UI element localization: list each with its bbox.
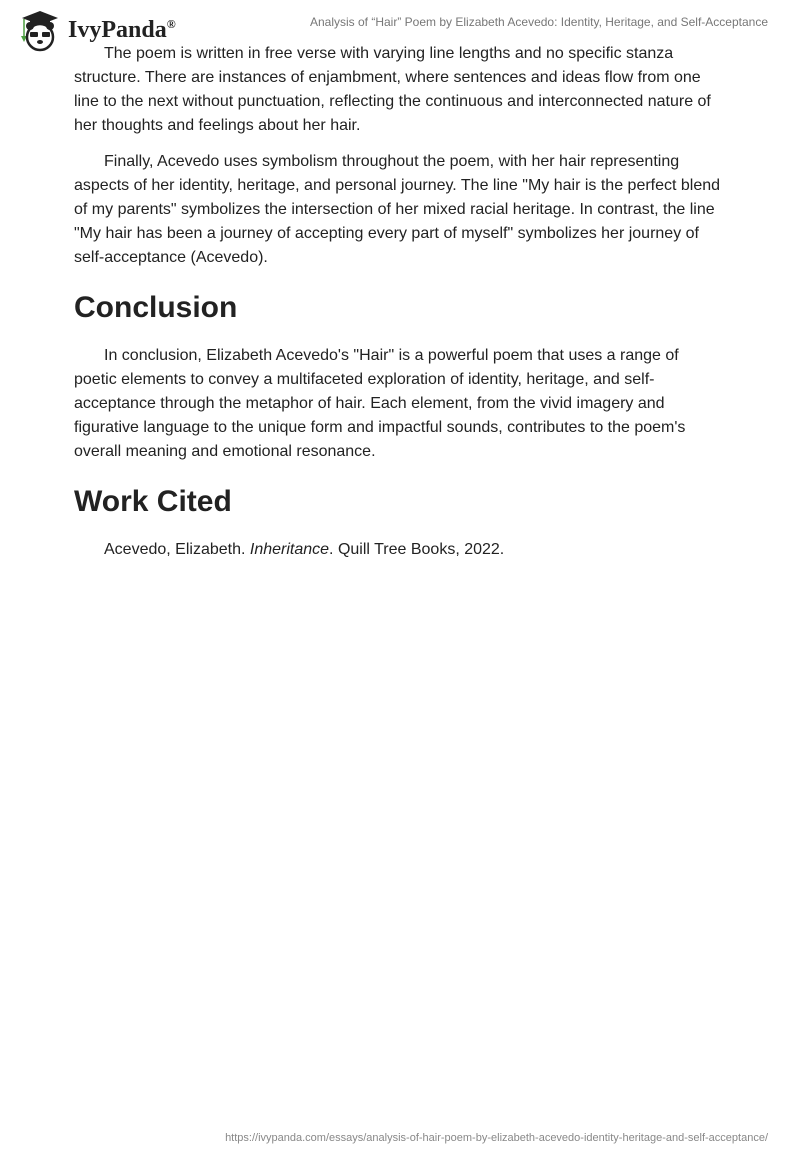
- registered-mark: ®: [166, 16, 176, 31]
- paragraph: Finally, Acevedo uses symbolism throughout the poem, with her hair representing aspects of her identity, heritage, and personal journey. The line "My hair is the perfect blend of my parents" symbolizes the intersection of her mixed racial heritage. In contrast, the line "My hair has been a journey of accepting every part of myself" symbolizes her journey of self-acceptance (Acevedo).: [74, 153, 721, 266]
- citation: [74, 538, 724, 562]
- source-url[interactable]: https://ivypanda.com/essays/analysis-of-hair-poem-by-elizabeth-acevedo-identity-heritage-and-self-acceptance/: [225, 1132, 768, 1144]
- citation-publisher: . Quill Tree Books, 2022.: [329, 541, 505, 558]
- brand-name: IvyPanda: [68, 16, 167, 43]
- paragraph: The poem is written in free verse with varying line lengths and no specific stanza structure. There are instances of enjambment, where sentences and ideas flow from one line to the next without punctuation, reflecting the continuous and interconnected nature of her thoughts and feelings about her hair.: [74, 45, 711, 134]
- citation-author: Acevedo, Elizabeth.: [104, 541, 250, 558]
- heading-work-cited: Work Cited: [74, 485, 232, 518]
- essay-content: [74, 42, 724, 574]
- citation-title: Inheritance: [249, 541, 330, 558]
- panda-graduate-icon: [18, 8, 62, 52]
- paragraph: In conclusion, Elizabeth Acevedo's "Hair" is a powerful poem that uses a range of poetic elements to convey a multifaceted exploration of identity, heritage, and self-acceptance through the metaphor of hair. Each element, from the vivid imagery and figurative language to the unique form and impactful sounds, contributes to the poem's overall meaning and emotional resonance.: [74, 347, 686, 460]
- document-title: Analysis of “Hair” Poem by Elizabeth Acevedo: Identity, Heritage, and Self-Acceptance: [309, 15, 768, 29]
- heading-conclusion: Conclusion: [74, 291, 238, 324]
